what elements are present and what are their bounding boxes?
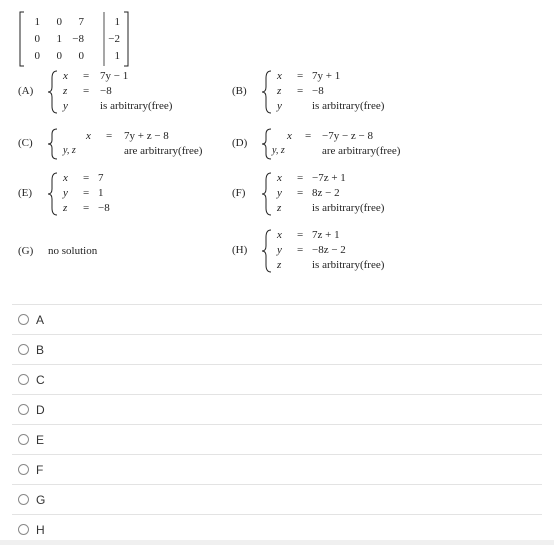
expr: is arbitrary(free) (312, 100, 385, 112)
var: z (63, 85, 68, 97)
var: y, z (63, 145, 76, 156)
option-h (232, 229, 432, 275)
var: y, z (272, 145, 285, 156)
option-h-label: (H) (232, 244, 248, 256)
radio-icon[interactable] (18, 344, 29, 355)
matrix-cell: 0 (34, 50, 40, 62)
var: z (63, 202, 68, 214)
expr: −8 (312, 85, 324, 97)
expr: is arbitrary(free) (312, 202, 385, 214)
expr: 8z − 2 (312, 187, 340, 199)
matrix-cell: 0 (78, 50, 84, 62)
var: z (277, 259, 282, 271)
option-a (18, 70, 218, 116)
expr: 7y − 1 (100, 70, 129, 82)
expr: −7y − z − 8 (322, 130, 373, 142)
expr: −8z − 2 (312, 244, 346, 256)
option-g (18, 245, 218, 261)
expr: are arbitrary(free) (322, 145, 401, 157)
expr: 7 (98, 172, 104, 184)
radio-icon[interactable] (18, 404, 29, 415)
matrix-graphic (18, 10, 136, 68)
choice-label: G (36, 492, 46, 507)
var: x (277, 70, 282, 82)
eq-sign: = (305, 130, 312, 142)
expr: −8 (100, 85, 112, 97)
var: y (277, 100, 282, 112)
option-c (18, 128, 218, 162)
choice-f[interactable] (12, 454, 542, 484)
var: y (277, 244, 282, 256)
eq-sign: = (297, 172, 304, 184)
matrix-cell: 1 (34, 16, 40, 28)
brace-icon (48, 128, 58, 160)
option-a-label: (A) (18, 85, 34, 97)
option-f-label: (F) (232, 187, 246, 199)
var: x (287, 130, 292, 142)
choice-a[interactable] (12, 304, 542, 334)
var: x (63, 70, 68, 82)
matrix-cell: −8 (72, 33, 84, 45)
answer-choices (12, 304, 542, 544)
radio-icon[interactable] (18, 314, 29, 325)
matrix-cell: 0 (56, 50, 62, 62)
brace-icon (262, 172, 272, 216)
eq-sign: = (297, 70, 304, 82)
eq-sign: = (297, 244, 304, 256)
choice-label: B (36, 342, 45, 357)
option-b-label: (B) (232, 85, 247, 97)
choice-label: F (36, 462, 44, 477)
radio-icon[interactable] (18, 494, 29, 505)
radio-icon[interactable] (18, 434, 29, 445)
choice-label: D (36, 402, 45, 417)
choice-d[interactable] (12, 394, 542, 424)
option-e-label: (E) (18, 187, 33, 199)
choice-label: A (36, 312, 45, 327)
brace-icon (262, 70, 272, 114)
choice-b[interactable] (12, 334, 542, 364)
eq-sign: = (297, 187, 304, 199)
eq-sign: = (83, 187, 90, 199)
option-d-label: (D) (232, 137, 248, 149)
eq-sign: = (83, 172, 90, 184)
var: y (63, 187, 68, 199)
page-footer-bar (0, 540, 554, 545)
option-c-label: (C) (18, 137, 33, 149)
brace-icon (262, 229, 272, 273)
var: x (86, 130, 91, 142)
choice-label: E (36, 432, 45, 447)
var: z (277, 85, 282, 97)
expr: 7z + 1 (312, 229, 340, 241)
augmented-matrix (18, 10, 136, 68)
expr: is arbitrary(free) (312, 259, 385, 271)
eq-sign: = (106, 130, 113, 142)
brace-icon (48, 172, 58, 216)
matrix-cell: 1 (114, 16, 120, 28)
var: x (277, 172, 282, 184)
expr: 7y + z − 8 (124, 130, 169, 142)
var: y (277, 187, 282, 199)
choice-g[interactable] (12, 484, 542, 514)
option-d (232, 128, 432, 162)
choice-label: C (36, 372, 45, 387)
expr: are arbitrary(free) (124, 145, 203, 157)
brace-icon (48, 70, 58, 114)
expr: 1 (98, 187, 104, 199)
eq-sign: = (83, 202, 90, 214)
var: x (63, 172, 68, 184)
eq-sign: = (297, 229, 304, 241)
matrix-cell: 1 (56, 33, 62, 45)
matrix-cell: 0 (56, 16, 62, 28)
option-g-text: no solution (48, 245, 98, 257)
matrix-cell: −2 (108, 33, 120, 45)
radio-icon[interactable] (18, 524, 29, 535)
brace-icon (262, 128, 272, 160)
radio-icon[interactable] (18, 374, 29, 385)
eq-sign: = (83, 70, 90, 82)
option-g-label: (G) (18, 245, 34, 257)
var: y (63, 100, 68, 112)
eq-sign: = (83, 85, 90, 97)
option-f (232, 172, 432, 218)
choice-c[interactable] (12, 364, 542, 394)
option-b (232, 70, 432, 116)
var: z (277, 202, 282, 214)
radio-icon[interactable] (18, 464, 29, 475)
expr: −8 (98, 202, 110, 214)
var: x (277, 229, 282, 241)
matrix-cell: 0 (34, 33, 40, 45)
choice-label: H (36, 522, 45, 537)
expr: is arbitrary(free) (100, 100, 173, 112)
matrix-cell: 1 (114, 50, 120, 62)
expr: −7z + 1 (312, 172, 346, 184)
choice-e[interactable] (12, 424, 542, 454)
eq-sign: = (297, 85, 304, 97)
option-e (18, 172, 218, 218)
expr: 7y + 1 (312, 70, 341, 82)
matrix-cell: 7 (78, 16, 84, 28)
